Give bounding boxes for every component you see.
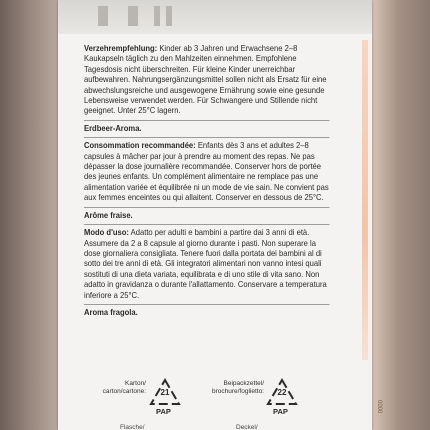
italian-instructions (84, 228, 330, 301)
top-print-mark (166, 6, 172, 26)
german-aroma-label: Erdbeer-Aroma. (84, 123, 142, 133)
german-instructions (84, 44, 330, 117)
cap-recycling-label: Deckel/ (236, 424, 258, 430)
french-heading: Consommation recommandée: (84, 141, 196, 151)
italian-aroma-label: Aroma fragola. (84, 307, 138, 317)
instructions-text (84, 44, 330, 318)
top-print-mark (154, 6, 160, 26)
german-heading: Verzehrempfehlung: (84, 44, 158, 53)
top-print-mark (98, 6, 108, 26)
leaflet-recycling-code: 22 (277, 388, 287, 397)
italian-body: Adatto per adulti e bambini a partire dai 3 anni di età. Assumere da 2 a 8 capsule al giorno durante i pasti. Non superare la dose giornaliera consigliata. Tenere fuori dalla portata dei bambini al di sotto dei tre anni di età. Gli integratori alimentari non vanno intesi quali sostituti di una dieta variata, equilibrata e di uno stile di vita sano. Non adatto in gravidanza o durante l'allattamento. Conservare a temperatura inferiore a 25°C. (84, 228, 327, 300)
leaflet-material-code: PAP (273, 407, 288, 416)
background-right (372, 0, 430, 430)
divider (84, 137, 330, 138)
divider (84, 120, 330, 121)
top-print-mark (128, 6, 138, 26)
french-body: Enfants dès 3 ans et adultes 2–8 capsules à mâcher par jour à prendre au moment des repas. Ne pas dépasser la dose journalière recommandée. Conserver hors de portée des jeunes enfants. Un complément alimentaire ne remplace pas une alimentation variée et équilibrée ni un mode de vie sain. Ne convient pas aux femmes enceintes ou qui allaitent. Conserver en dessous de 25°C. (84, 141, 329, 203)
german-body: Kinder ab 3 Jahren und Erwachsene 2–8 Kaukapseln täglich zu den Mahlzeiten einnehmen. Empfohlene Tagesdosis nicht überschreiten. Für kleine Kinder unerreichbar aufbewahren. Nahrungsergänzungsmittel sollen nicht als Ersatz für eine abwechslungsreiche und ausgewogene Ernährung sowie eine gesunde Lebensweise verwendet werden. Für Schwangere und Stillende nicht geeignet. Unter 25°C lagern. (84, 44, 327, 116)
french-aroma-label: Arôme fraise. (84, 210, 133, 220)
recycling-section (58, 374, 372, 430)
divider (84, 207, 330, 208)
background-left (0, 0, 58, 430)
french-aroma (84, 211, 330, 221)
divider (84, 304, 330, 305)
orange-edge-stripe (362, 40, 368, 360)
divider (84, 224, 330, 225)
box-label-line-2: carton/cartone: (102, 387, 146, 395)
bottle-recycling-label: Flasche/ (120, 424, 145, 430)
box-recycling-code: 21 (160, 388, 170, 397)
box-label-line-1: Karton/ (125, 380, 146, 387)
package-top-strip (58, 0, 372, 34)
italian-aroma (84, 308, 330, 318)
side-number: 0000 (376, 400, 382, 414)
leaflet-label-line-1: Beipackzettel/ (223, 380, 264, 387)
leaflet-recycling-label (206, 380, 264, 395)
box-recycling-label (98, 380, 146, 395)
box-material-code: PAP (156, 407, 171, 416)
leaflet-label-line-2: brochure/foglietto: (211, 387, 264, 395)
package-panel (58, 0, 372, 430)
german-aroma (84, 124, 330, 134)
italian-heading: Modo d'uso: (84, 228, 129, 238)
french-instructions (84, 141, 330, 203)
